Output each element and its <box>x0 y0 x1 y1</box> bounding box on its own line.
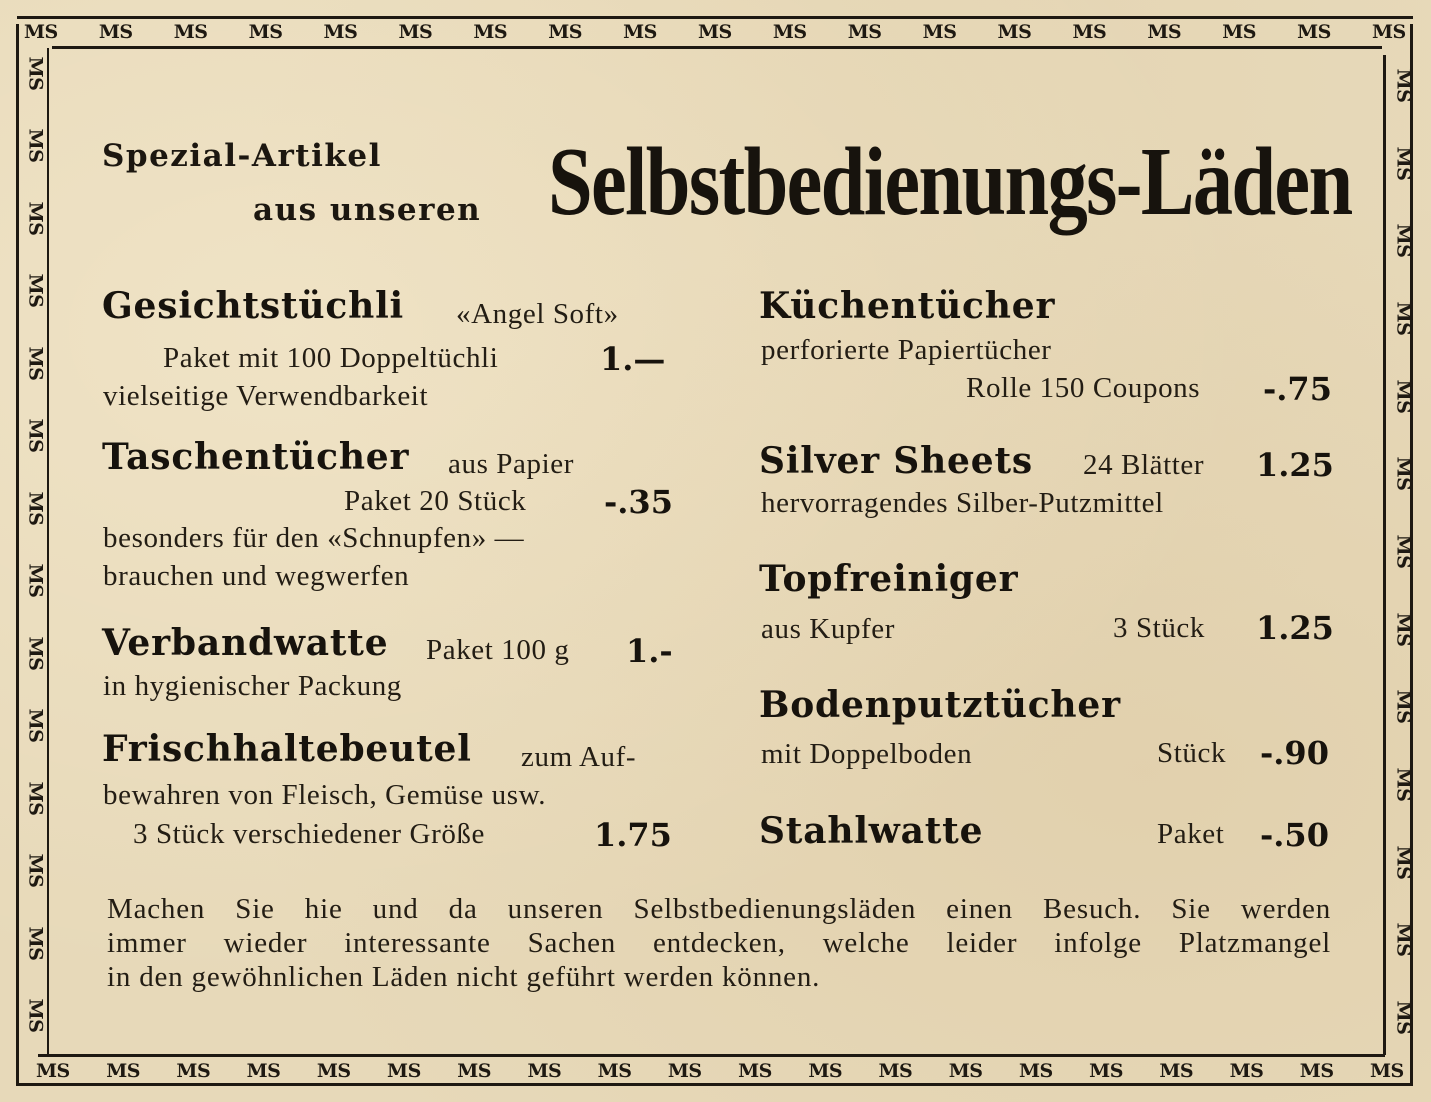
page-title: Selbstbedienungs-Läden <box>548 128 1352 236</box>
product-detail: Paket mit 100 Doppeltüchli <box>163 342 499 374</box>
border-label: MS <box>1372 21 1406 43</box>
product-detail: 3 Stück <box>1113 612 1206 644</box>
product-detail: Paket 100 g <box>426 634 570 666</box>
border-label: MS <box>24 56 47 91</box>
border-label: MS <box>878 1060 913 1082</box>
product-name: Silver Sheets <box>759 440 1033 482</box>
product-description-line2: brauchen und wegwerfen <box>103 560 410 592</box>
border-label: MS <box>1392 379 1415 414</box>
border-label: MS <box>667 1060 702 1082</box>
border-label: MS <box>548 21 582 43</box>
border-label: MS <box>1392 146 1415 181</box>
border-label: MS <box>1392 68 1415 103</box>
product-name: Küchentücher <box>759 285 1056 327</box>
border-label: MS <box>24 418 47 453</box>
product-detail: 3 Stück verschiedener Größe <box>133 818 485 850</box>
border-label: MS <box>1222 21 1256 43</box>
product-price: -.90 <box>1260 734 1329 772</box>
product-description: aus Kupfer <box>761 613 896 645</box>
border-label: MS <box>246 1060 281 1082</box>
border-label: MS <box>1089 1060 1123 1082</box>
product-subtitle: zum Auf- <box>521 741 637 773</box>
product-name: Frischhaltebeutel <box>102 728 472 770</box>
border-label: MS <box>316 1060 351 1082</box>
product-name: Verbandwatte <box>102 622 389 664</box>
product-description: vielseitige Verwendbarkeit <box>103 380 429 412</box>
product-description: mit Doppelboden <box>761 738 973 770</box>
border-label: MS <box>1147 21 1182 43</box>
border-label: MS <box>738 1060 772 1082</box>
border-label: MS <box>1392 534 1415 569</box>
product-description: in hygienischer Packung <box>103 670 402 702</box>
border-label: MS <box>24 853 47 888</box>
border-label: MS <box>24 21 58 43</box>
border-label: MS <box>24 346 47 381</box>
footer-paragraph <box>107 892 1331 994</box>
border-label: MS <box>473 21 508 43</box>
border-label: MS <box>24 998 47 1033</box>
product-detail: Stück <box>1157 737 1227 769</box>
product-description: hervorragendes Silber-Putzmittel <box>761 487 1164 519</box>
border-label: MS <box>1370 1060 1404 1082</box>
border-label: MS <box>176 1060 211 1082</box>
border-label: MS <box>948 1060 983 1082</box>
border-label: MS <box>173 21 208 43</box>
product-name: Stahlwatte <box>759 810 984 852</box>
product-price: -.50 <box>1260 816 1329 854</box>
border-label: MS <box>398 21 433 43</box>
border-label: MS <box>1297 21 1331 43</box>
border-label: MS <box>1392 767 1415 802</box>
header-kicker-line1: Spezial-Artikel <box>102 138 382 174</box>
border-label: MS <box>1392 922 1415 957</box>
product-detail: Rolle 150 Coupons <box>966 372 1201 404</box>
border-label: MS <box>698 21 732 43</box>
outer-border-left <box>16 24 19 1086</box>
product-price: -.75 <box>1263 370 1332 408</box>
border-label: MS <box>323 21 358 43</box>
border-label: MS <box>24 926 47 960</box>
product-price: 1.75 <box>594 816 672 854</box>
border-label: MS <box>597 1060 632 1082</box>
border-label: MS <box>623 21 657 43</box>
footer-line-1: Machen Sie hie und da unseren Selbstbedienungsläden einen Besuch. Sie werden <box>107 893 1331 925</box>
border-label: MS <box>527 1060 562 1082</box>
border-label: MS <box>1392 223 1415 258</box>
product-detail: 24 Blätter <box>1083 449 1205 481</box>
border-label: MS <box>24 563 47 598</box>
border-label: MS <box>997 21 1032 43</box>
border-label: MS <box>1392 612 1415 647</box>
border-label: MS <box>248 21 283 43</box>
product-detail: Paket <box>1157 818 1225 850</box>
border-label: MS <box>922 21 957 43</box>
inner-border-right <box>1383 55 1386 1055</box>
border-label: MS <box>1392 689 1415 724</box>
footer-line-3: in den gewöhnlichen Läden nicht geführt werden können. <box>107 961 821 993</box>
product-subtitle: aus Papier <box>448 448 574 480</box>
border-label: MS <box>1392 1000 1415 1035</box>
outer-border-bottom <box>17 1083 1413 1086</box>
product-description: perforierte Papiertücher <box>761 334 1052 366</box>
product-price: 1.- <box>626 632 673 670</box>
border-label: MS <box>1229 1060 1264 1082</box>
border-label: MS <box>1072 21 1107 43</box>
border-label: MS <box>24 491 47 526</box>
product-description-line1: besonders für den «Schnupfen» — <box>103 522 525 554</box>
border-label: MS <box>24 201 47 236</box>
border-label: MS <box>24 781 47 815</box>
product-detail: Paket 20 Stück <box>344 485 527 517</box>
product-subtitle: «Angel Soft» <box>456 298 619 330</box>
border-label: MS <box>1159 1060 1194 1082</box>
product-name: Bodenputztücher <box>759 684 1121 726</box>
outer-border-top <box>17 16 1413 19</box>
border-label: MS <box>772 21 807 43</box>
border-label: MS <box>24 636 47 671</box>
inner-border-bottom <box>38 1054 1385 1057</box>
product-name: Taschentücher <box>102 436 410 478</box>
border-label: MS <box>24 708 47 743</box>
border-label: MS <box>36 1060 70 1082</box>
inner-border-top <box>52 46 1382 49</box>
border-label: MS <box>24 273 47 308</box>
product-name: Gesichtstüchli <box>102 285 405 327</box>
border-label: MS <box>98 21 133 43</box>
border-label: MS <box>1392 456 1415 491</box>
border-label: MS <box>1018 1060 1053 1082</box>
product-name: Topfreiniger <box>759 558 1019 600</box>
border-label: MS <box>24 129 47 163</box>
product-price: 1.— <box>600 340 666 378</box>
product-price: 1.25 <box>1256 609 1334 647</box>
border-label: MS <box>457 1060 492 1082</box>
border-label: MS <box>808 1060 843 1082</box>
border-label: MS <box>847 21 882 43</box>
border-label: MS <box>1299 1060 1334 1082</box>
product-price: 1.25 <box>1256 446 1334 484</box>
border-label: MS <box>1392 845 1415 880</box>
product-price: -.35 <box>604 483 673 521</box>
footer-line-2: immer wieder interessante Sachen entdecken, welche leider infolge Platzmangel <box>107 927 1331 959</box>
border-label: MS <box>387 1060 421 1082</box>
border-label: MS <box>1392 301 1415 336</box>
header-kicker-line2: aus unseren <box>253 192 482 228</box>
inner-border-left <box>47 48 49 1056</box>
product-description: bewahren von Fleisch, Gemüse usw. <box>103 779 547 811</box>
border-label: MS <box>106 1060 140 1082</box>
